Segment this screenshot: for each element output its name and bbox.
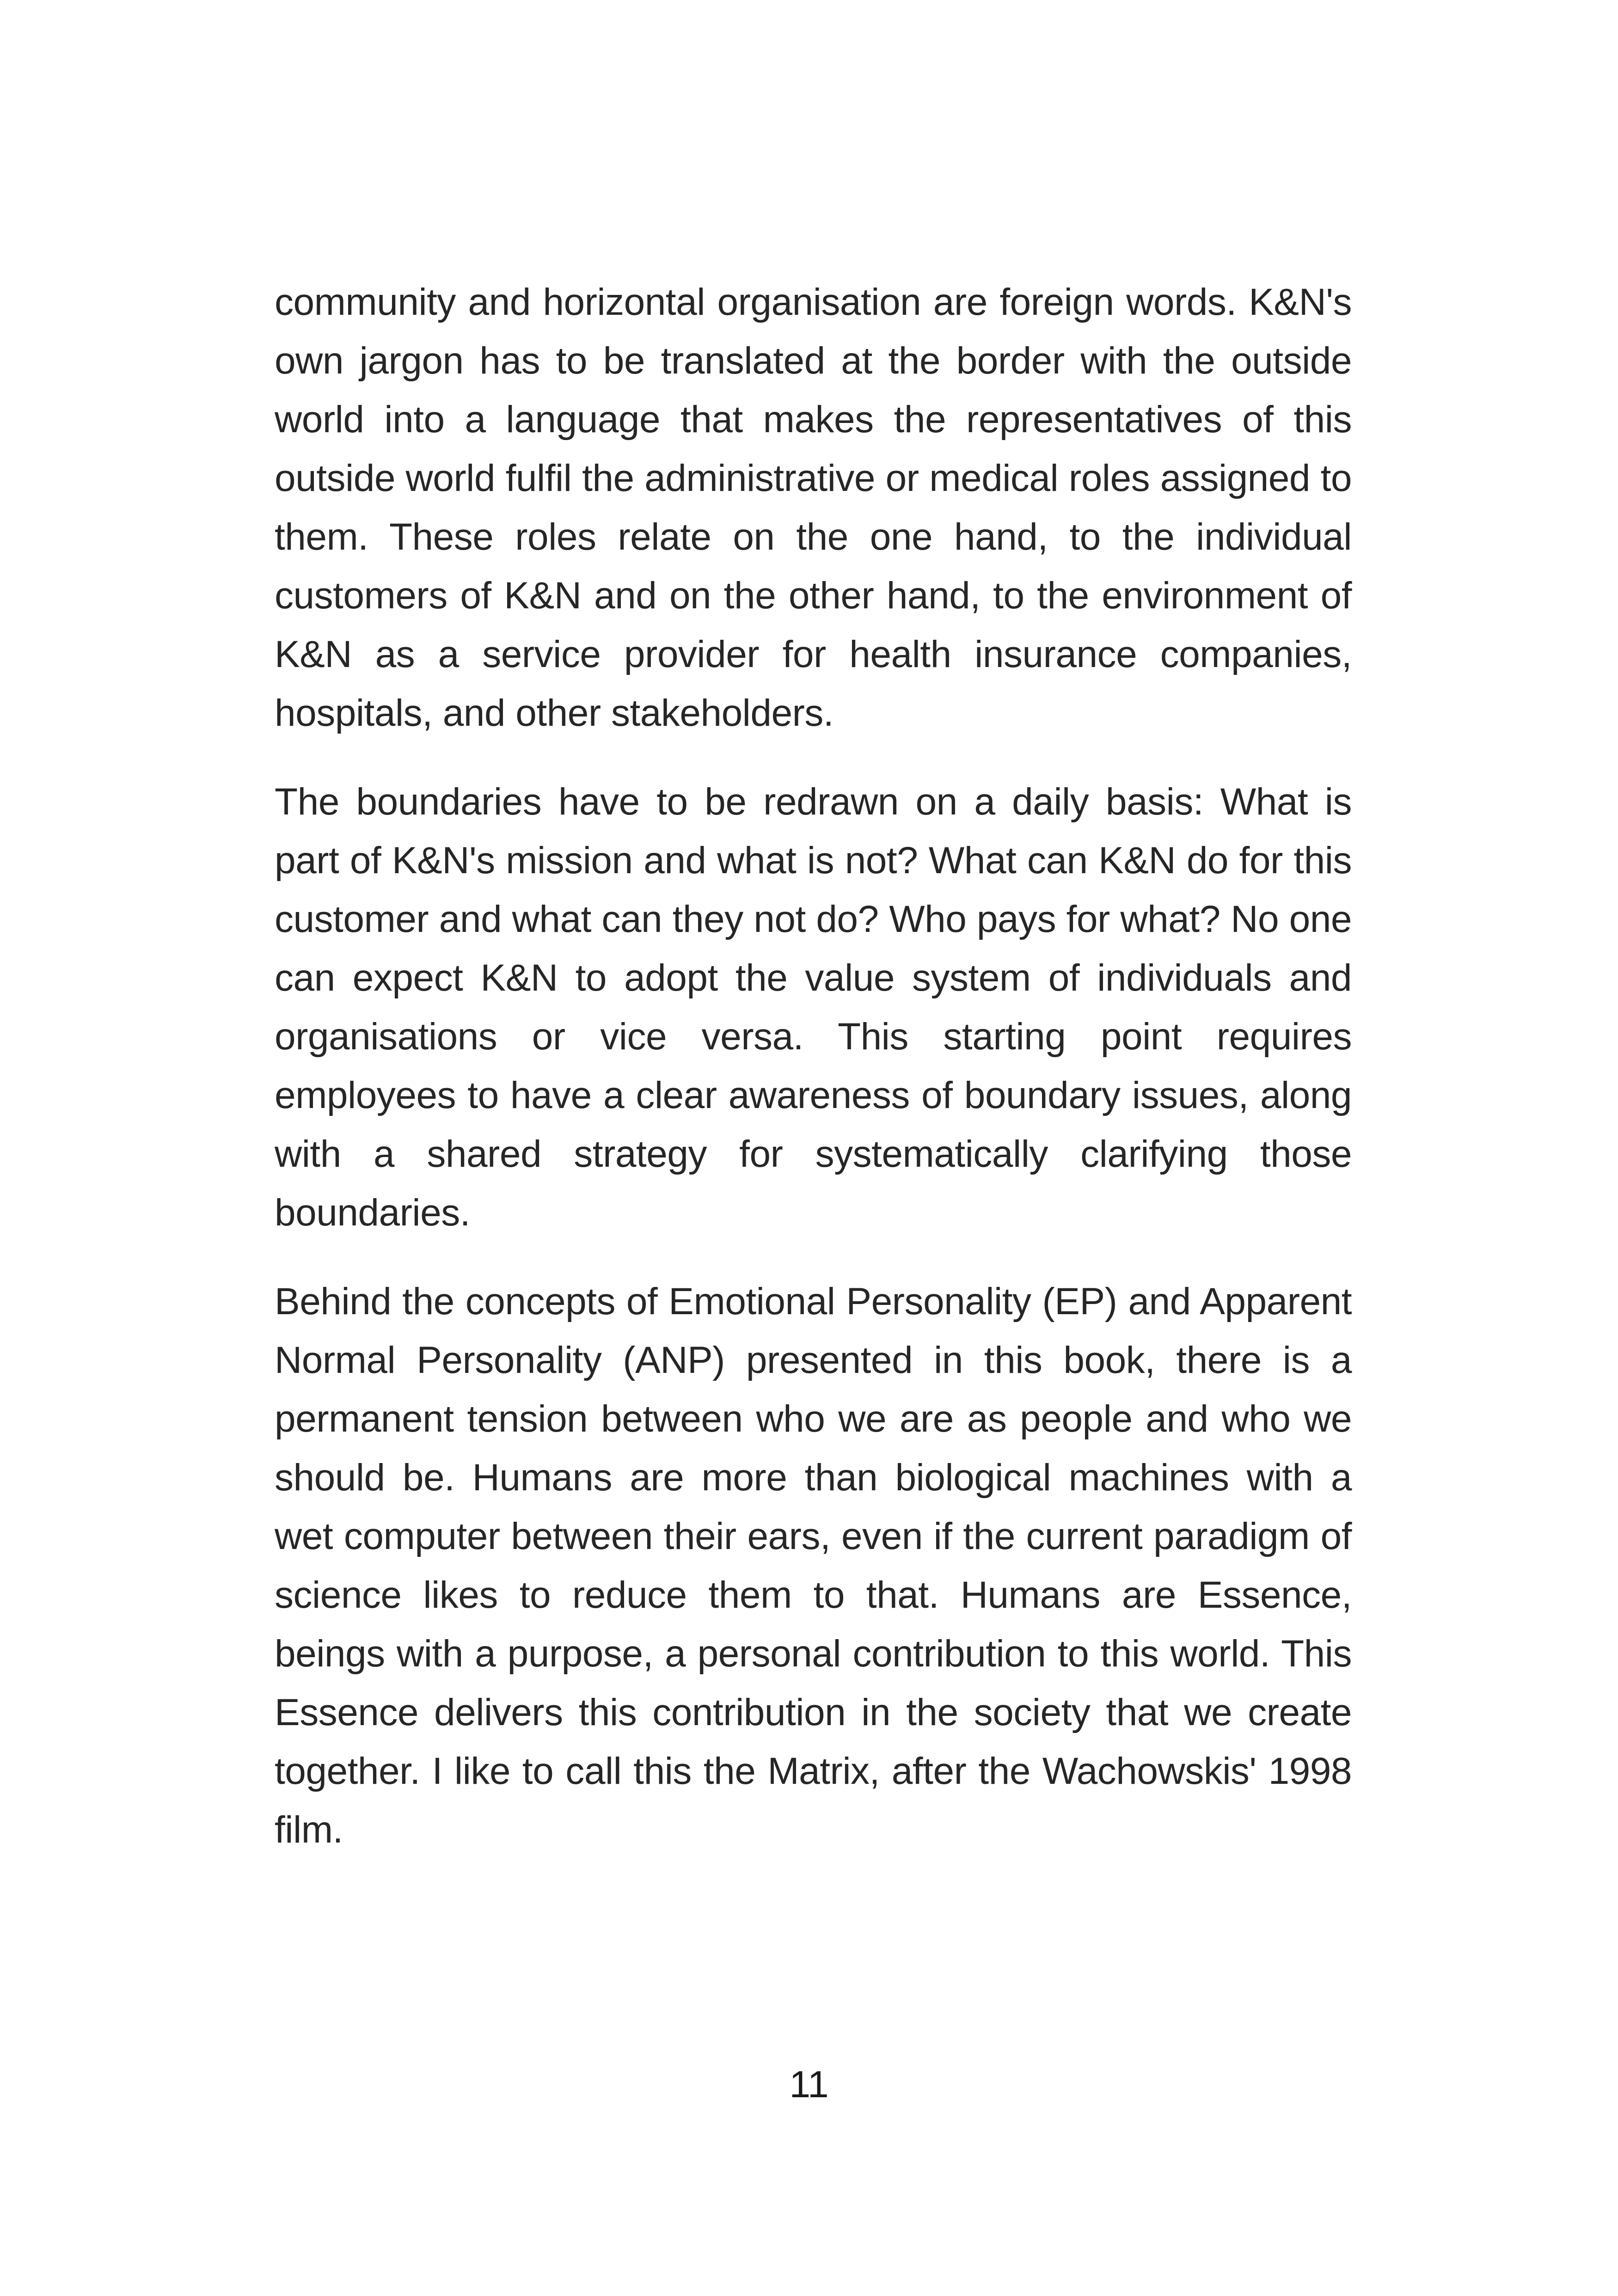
paragraph-2: The boundaries have to be redrawn on a daily basis: What is part of K&N's mission and what is not? What can K&N do for this customer and what can they not do? Who pays for what? No one can expect K&N to adopt the value system of individuals and organisations or vice versa. This starting point requires employees to have a clear awareness of boundary issues, along with a shared strategy for systematically clarifying those boundaries.	[275, 781, 1352, 1234]
paragraph-3: Behind the concepts of Emotional Personality (EP) and Apparent Normal Personality (ANP) presented in this book, there is a permanent tension between who we are as people and who we should be. Humans are more than biological machines with a wet computer between their ears, even if the current paradigm of science likes to reduce them to that. Humans are Essence, beings with a purpose, a personal contribution to this world. This Essence delivers this contribution in the society that we create together. I like to call this the Matrix, after the Wachowskis' 1998 film.	[275, 1280, 1352, 1851]
body-text	[275, 273, 1352, 1889]
paragraph-1: community and horizontal organisation are foreign words. K&N's own jargon has to be translated at the border with the outside world into a language that makes the representatives of this outside world fulfil the administrative or medical roles assigned to them. These roles relate on the one hand, to the individual customers of K&N and on the other hand, to the environment of K&N as a service provider for health insurance companies, hospitals, and other stakeholders.	[275, 281, 1352, 734]
page-number: 11	[789, 2063, 829, 2106]
